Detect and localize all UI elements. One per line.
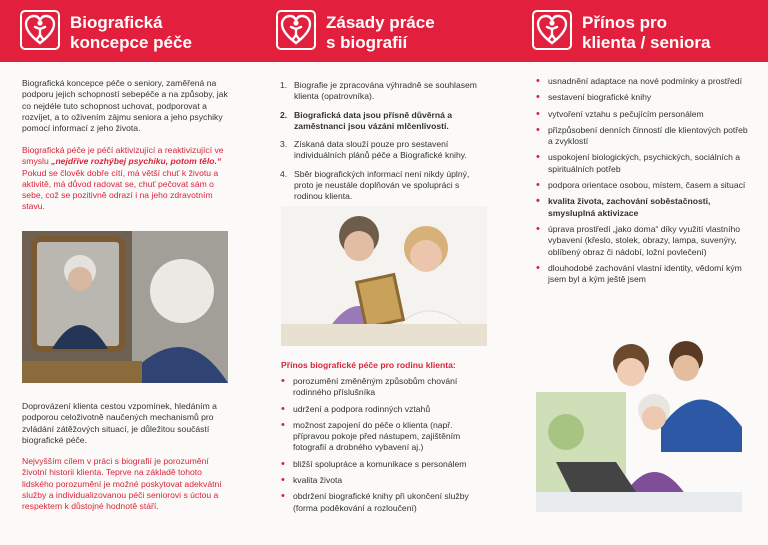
list-item: • obdržení biografické knihy při ukončení služby (forma poděkování a rozloučení): [281, 491, 491, 514]
principle-item: 2. Biografická data jsou přísně důvěrná a zaměstnanci jsou vázáni mlčenlivostí.: [280, 109, 453, 131]
memories-paragraph: Doprovázení klienta cestou vzpomínek, hledáním a podporou celoživotně naučených mechanismů pro zvládání zátěžových situací, je důležitou součástí biografické péče.: [22, 401, 217, 445]
panel-header: [256, 0, 512, 62]
panel-title: Přínos pro klienta / seniora: [582, 13, 711, 52]
list-item: • usnadnění adaptace na nové podmínky a prostředí: [536, 76, 748, 87]
list-item: • udržení a podpora rodinných vztahů: [281, 404, 491, 415]
panel-biographical-concept: [0, 0, 256, 545]
list-item: • porozumění změněným způsobům chování rodinného příslušníka: [281, 376, 491, 399]
list-item: • úprava prostředí „jako doma“ díky využití vlastního vybavení (křeslo, stolek, obrazy, lampa, suvenýry, oblíbený obraz či nádobí, ložní povlečení): [536, 224, 748, 258]
list-item: • přizpůsobení denních činností dle klientových potřeb a zvyklostí: [536, 125, 748, 148]
panel-title: Zásady práce s biografií: [326, 13, 435, 52]
list-item: • kvalita života, zachování soběstačnosti, smysluplná aktivizace: [536, 196, 748, 219]
heart-person-logo-icon: [532, 10, 572, 50]
heart-person-logo-icon: [20, 10, 60, 50]
list-item: • dlouhodobé zachování vlastní identity, vědomí kým jsem byl a kým ještě jsem: [536, 263, 748, 286]
heart-person-logo-icon: [276, 10, 316, 50]
list-item: • uspokojení biologických, psychických, sociálních a spirituálních potřeb: [536, 152, 748, 175]
panel-header: [0, 0, 256, 62]
photo-women-with-picture-frame: [281, 206, 487, 346]
panel-title: Biografická koncepce péče: [70, 13, 192, 52]
principle-item: 4. Sběr biografických informací není nikdy úplný, proto je neustále doplňován ve spolupráci s rodinou klienta.: [280, 168, 470, 202]
list-item: • podpora orientace osobou, místem, časem a situací: [536, 180, 748, 191]
goal-paragraph: Nejvyšším cílem v práci s biografií je porozumění životní historii klienta. Teprve na základě tohoto lidského porozumění je možné poskytovat adekvátní služby a individualizovanou péči seniorovi s úctou a respektem k důstojné hodnotě stáří.: [22, 456, 222, 512]
list-item: • možnost zapojení do péče o klienta (např. přípravou pokoje před nástupem, zajištěním fotografií a drobného vybavení aj.): [281, 420, 491, 454]
family-benefits-list: [281, 376, 491, 519]
list-item: • sestavení biografické knihy: [536, 92, 748, 103]
family-benefits-heading: Přínos biografické péče pro rodinu klienta:: [281, 360, 456, 370]
quote-text: „nejdříve rozhýbej psychiku, potom tělo.“: [51, 156, 222, 167]
principles-list: [280, 80, 490, 210]
principle-item: 1. Biografie je zpracována výhradně se souhlasem klienta (opatrovníka).: [280, 80, 477, 102]
client-benefits-list: [536, 76, 748, 290]
photo-elderly-women-mirror: [22, 231, 228, 383]
panel-header: [512, 0, 768, 62]
intro-paragraph: Biografická koncepce péče o seniory, zaměřená na podporu jejich schopností sebepéče a na způsoby, jak co nejdéle tuto schopnost uchovat, podporovat a rozvíjet, a to oživením zájmu seniora a jeho psychiky pomocí informací z jeho života.: [22, 78, 228, 134]
list-item: • kvalita života: [281, 475, 491, 486]
activation-paragraph: Biografická péče je péčí aktivizující a reaktivizující ve smyslu „nejdříve rozhýbej psychiku, potom tělo.“ Pokud se člověk dobře cítí, má větší chuť k životu a aktivitě, má důvod radovat se, chuť pečovat sám o sebe, což se pozitivně odrazí i na jeho zdravotním stavu.: [22, 145, 224, 212]
list-item: • vytvoření vztahu s pečujícím personálem: [536, 109, 748, 120]
photo-family-with-laptop: [536, 332, 742, 512]
list-item: • bližší spolupráce a komunikace s personálem: [281, 459, 491, 470]
principle-item: 3. Získaná data slouží pouze pro sestavení individuálních plánů péče a Biografické knihy.: [280, 139, 467, 161]
